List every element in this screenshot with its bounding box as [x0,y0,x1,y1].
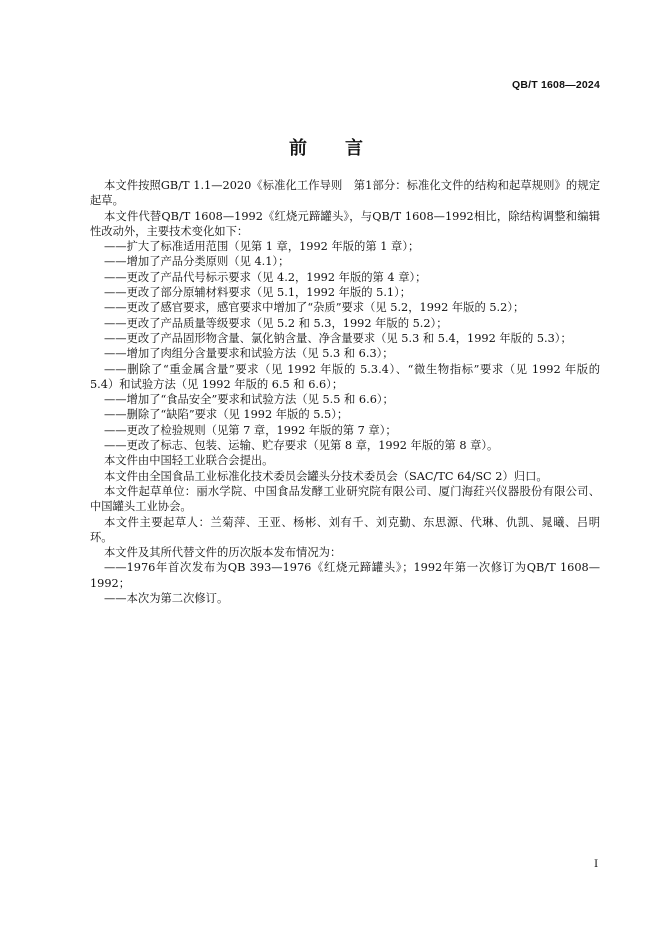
drafters-paragraph: 本文件主要起草人：兰菊萍、王亚、杨彬、刘有千、刘克勤、东思源、代琳、仇凯、晁曦、吕明环。 [90,515,600,544]
technical-committee-paragraph: 本文件由全国食品工业标准化技术委员会罐头分技术委员会（SAC/TC 64/SC 2）归口。 [104,469,548,483]
page-title: 前 言 [289,138,373,159]
change-list-item: ——增加了“食品安全”要求和试验方法（见 5.5 和 6.6）； [104,393,394,407]
change-list-item: ——更改了产品质量等级要求（见 5.2 和 5.3，1992 年版的 5.2）； [104,316,448,330]
change-list-item: ——扩大了标准适用范围（见第 1 章，1992 年版的第 1 章）； [104,240,420,254]
change-list-item: ——增加了肉组分含量要求和试验方法（见 5.3 和 6.3）； [104,347,394,361]
document-number: QB/T 1608—2024 [511,79,600,91]
change-list-item: ——删除了“重金属含量”要求（见 1992 年版的 5.3.4）、“微生物指标”要求（见 1992 年版的 5.4）和试验方法（见 1992 年版的 6.5 和 6.6）； [90,362,600,391]
history-intro-paragraph: 本文件及其所代替文件的历次版本发布情况为： [104,546,342,560]
proposer-paragraph: 本文件由中国轻工业联合会提出。 [104,454,274,468]
drafting-basis-paragraph: 本文件按照GB/T 1.1—2020《标准化工作导则 第1部分：标准化文件的结构和起草规则》的规定起草。 [90,179,600,208]
change-list-item: ——增加了产品分类原则（见 4.1）； [104,255,290,269]
history-list-item: ——本次为第二次修订。 [104,592,229,606]
replacement-paragraph: 本文件代替QB/T 1608—1992《红烧元蹄罐头》，与QB/T 1608—1992相比，除结构调整和编辑性改动外，主要技术变化如下： [90,209,600,238]
page-number: I [594,858,599,870]
change-list-item: ——更改了感官要求，感官要求中增加了“杂质”要求（见 5.2，1992 年版的 5.2）； [104,301,525,315]
change-list-item: ——更改了产品固形物含量、氯化钠含量、净含量要求（见 5.3 和 5.4，1992 年版的 5.3）； [104,331,572,345]
change-list-item: ——删除了“缺陷”要求（见 1992 年版的 5.5）； [104,408,349,422]
drafting-units-paragraph: 本文件起草单位：丽水学院、中国食品发酵工业研究院有限公司、厦门海荭兴仪器股份有限公司、中国罐头工业协会。 [90,484,600,514]
change-list-item: ——更改了标志、包装、运输、贮存要求（见第 8 章，1992 年版的第 8 章）。 [104,439,499,453]
change-list-item: ——更改了检验规则（见第 7 章，1992 年版的第 7 章）； [104,423,397,437]
change-list-item: ——更改了部分原辅材料要求（见 5.1，1992 年版的 5.1）； [104,286,412,300]
change-list-item: ——更改了产品代号标示要求（见 4.2，1992 年版的第 4 章）； [104,270,427,284]
preface-body [90,178,600,606]
history-list-item: ——1976年首次发布为QB 393—1976《红烧元蹄罐头》；1992年第一次修订为QB/T 1608—1992； [90,561,600,590]
